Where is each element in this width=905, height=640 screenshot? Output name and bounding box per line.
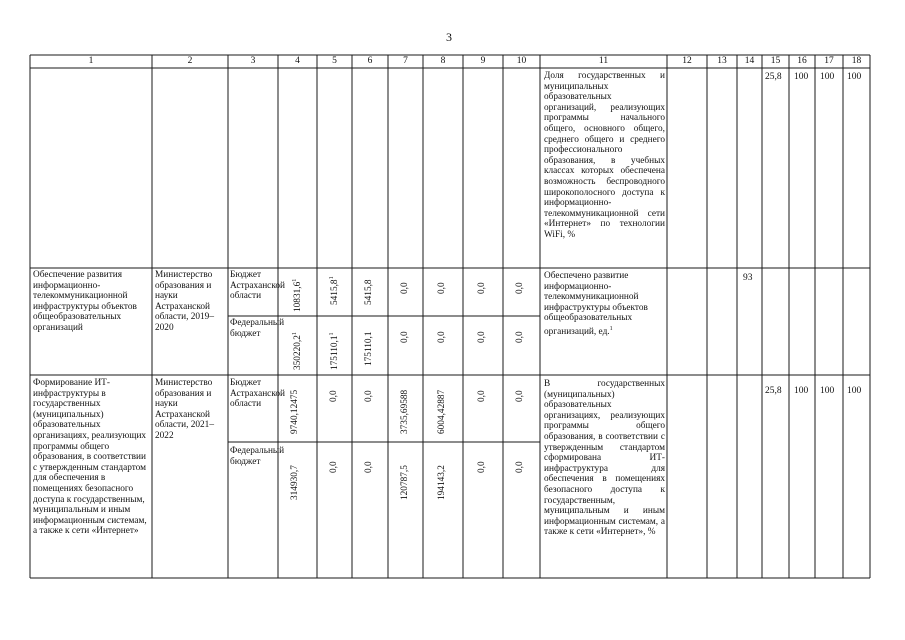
row-b-executor: Министерство образования и науки Астраханской области, 2019–2020: [155, 270, 214, 333]
row-c-activity: Формирование ИТ-инфраструктуры в государственных (муниципальных) образовательных организациях, реализующих программы общего образования, в соответствии с утвержденным стандартом для обеспечения в помещениях безопасного доступа к государственным, муниципальным и иным информационным системам, а также к сети «Интернет»: [33, 378, 147, 537]
column-header-14: 14: [744, 56, 755, 66]
row-c-federal-c6: 0,0: [364, 461, 374, 473]
column-header-5: 5: [332, 56, 337, 66]
row-b-federal-c6: 175110,1: [364, 331, 374, 366]
page-number: 3: [446, 30, 452, 44]
row-b-regional-c4-note: 1: [292, 278, 298, 282]
row-b-regional-c5-note: 1: [329, 276, 335, 280]
row-b-indicator-note: 1: [609, 325, 613, 332]
row-b-federal-c10: 0,0: [515, 331, 525, 343]
row-c-c18: 100: [847, 386, 862, 396]
column-header-12: 12: [682, 56, 692, 66]
row-b-regional-c10: 0,0: [515, 282, 525, 294]
column-header-9: 9: [480, 56, 486, 66]
row-a-c17: 100: [820, 72, 835, 82]
column-header-8: 8: [440, 56, 446, 66]
row-c-c16: 100: [794, 386, 809, 396]
row-c-federal-c8: 194143,2: [437, 465, 447, 500]
row-b-regional-c8: 0,0: [437, 282, 447, 294]
row-b-budget-federal: Федеральный бюджет: [230, 318, 285, 339]
column-header-4: 4: [295, 56, 300, 66]
row-c-federal-c9: 0,0: [477, 461, 487, 473]
column-header-17: 17: [824, 56, 834, 66]
column-header-7: 7: [403, 56, 408, 66]
row-b-regional-c9: 0,0: [477, 282, 487, 294]
column-header-16: 16: [797, 56, 807, 66]
row-b-federal-c4-note: 1: [292, 332, 298, 336]
row-a-c18: 100: [847, 72, 862, 82]
row-b-federal-c8: 0,0: [437, 331, 447, 343]
column-header-3: 3: [250, 56, 256, 66]
column-header-15: 15: [770, 56, 781, 66]
row-b-federal-c5-note: 1: [329, 332, 335, 336]
row-b-federal-c5-value: 175110,1: [330, 335, 340, 370]
row-b-c14: 93: [743, 273, 753, 283]
row-b-federal-c7: 0,0: [400, 331, 410, 343]
row-c-regional-c5: 0,0: [329, 390, 339, 402]
row-b-regional-c7: 0,0: [400, 282, 410, 294]
row-b-federal-c4: [292, 332, 303, 370]
row-b-regional-c5: [329, 276, 340, 305]
row-b-federal-c5: [329, 332, 340, 370]
row-c-regional-c7: 3735,69588: [400, 389, 410, 434]
row-c-executor: Министерство образования и науки Астраханской области, 2021–2022: [155, 378, 214, 441]
row-c-regional-c8: 6004,42887: [437, 389, 447, 434]
column-header-2: 2: [187, 56, 193, 66]
row-b-budget-regional: Бюджет Астраханской области: [230, 270, 285, 302]
row-c-c17: 100: [820, 386, 835, 396]
row-c-regional-c9: 0,0: [477, 390, 487, 402]
column-header-18: 18: [851, 56, 862, 66]
row-c-federal-c4: 314930,7: [290, 465, 300, 500]
row-b-indicator: [544, 271, 665, 371]
row-c-federal-c10: 0,0: [515, 461, 525, 473]
column-header-13: 13: [717, 56, 727, 66]
row-b-regional-c5-value: 5415,8: [330, 279, 340, 305]
row-c-federal-c7: 120787,5: [400, 465, 410, 500]
row-b-regional-c4-value: 10831,6: [293, 281, 303, 312]
row-c-federal-c5: 0,0: [329, 461, 339, 473]
row-c-c15: 25,8: [765, 386, 782, 396]
row-c-budget-regional: Бюджет Астраханской области: [230, 378, 285, 410]
row-b-federal-c4-value: 350220,2: [293, 335, 303, 370]
row-a-c15: 25,8: [765, 72, 782, 82]
row-b-regional-c4: [292, 279, 303, 312]
column-header-11: 11: [598, 56, 609, 66]
column-header-6: 6: [367, 56, 373, 66]
row-a-c16: 100: [794, 72, 809, 82]
column-header-10: 10: [516, 56, 527, 66]
row-b-federal-c9: 0,0: [477, 331, 487, 343]
row-c-indicator: В государственных (муниципальных) образовательных организациях, реализующих программы общего образования, в соответствии с утвержденным стандартом сформирована ИТ-инфраструктура для обеспечения в помещениях безопасного доступа к государственным, муниципальным и иным информационным системам, а также к сети «Интернет», %: [544, 379, 665, 538]
row-b-activity: Обеспечение развития информационно-телекоммуникационной инфраструктуры объектов общеобразовательных организаций: [33, 270, 137, 333]
row-c-regional-c4: 9740,12475: [290, 389, 300, 434]
row-b-indicator-text: Обеспечено развитие информационно-телекоммуникационной инфраструктуры объектов общеобразовательных организаций, ед.: [544, 271, 648, 337]
row-c-regional-c10: 0,0: [515, 390, 525, 402]
row-b-regional-c6: 5415,8: [364, 279, 374, 305]
row-c-regional-c6: 0,0: [364, 390, 374, 402]
row-a-indicator: Доля государственных и муниципальных образовательных организаций, реализующих программы начального общего, основного общего, среднего общего и среднего профессионального образования, в учебных классах которых обеспечена возможность беспроводного широкополосного доступа к информационно-телекоммуникационной сети «Интернет» по технологии WiFi, %: [544, 71, 665, 240]
row-c-budget-federal: Федеральный бюджет: [230, 446, 285, 467]
column-header-1: 1: [88, 56, 94, 66]
